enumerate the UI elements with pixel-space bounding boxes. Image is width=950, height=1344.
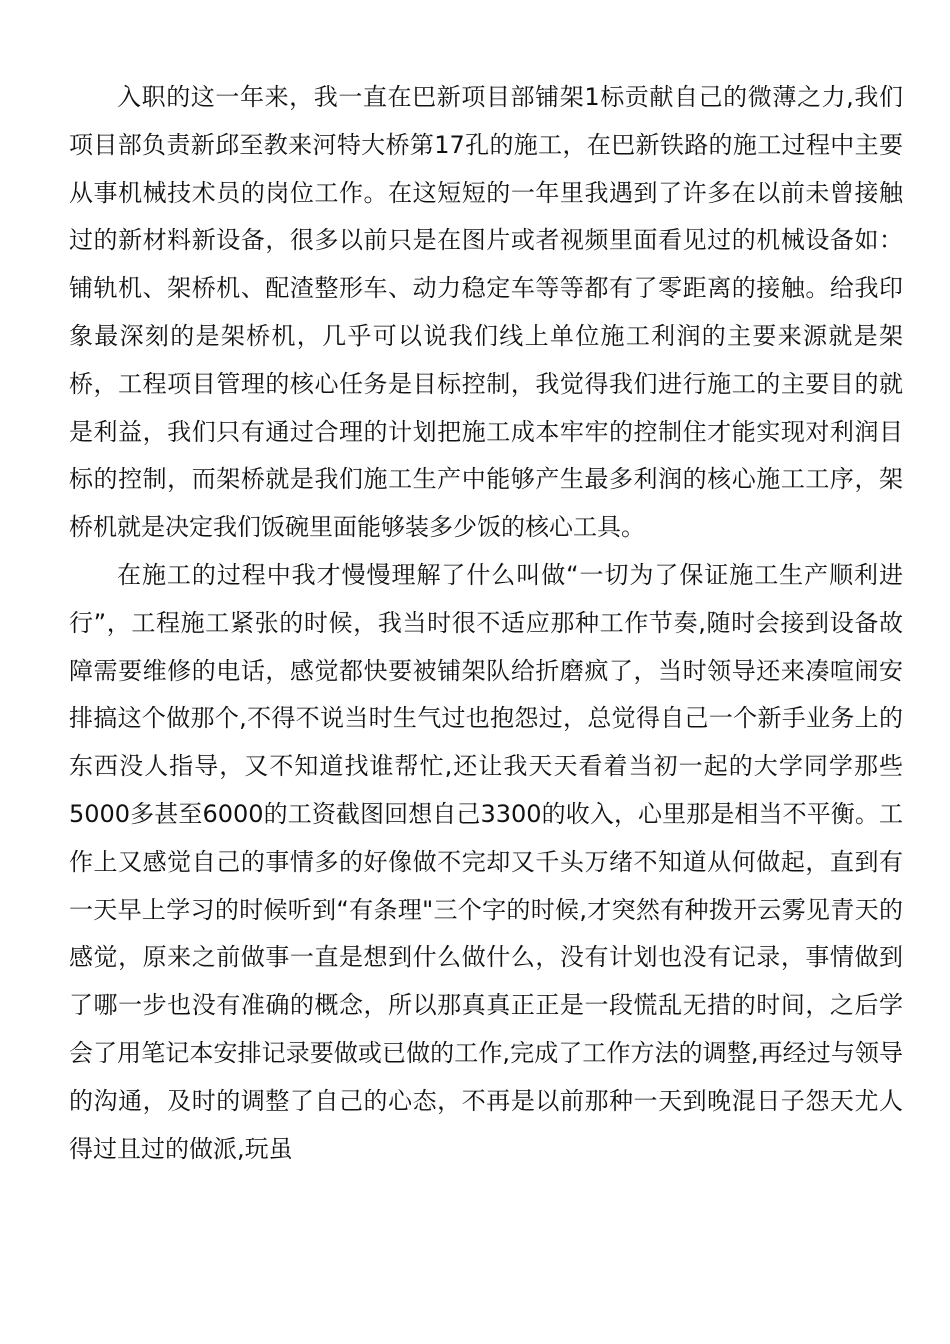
- document-body: [69, 74, 903, 1173]
- paragraph-2: 在施工的过程中我才慢慢理解了什么叫做“一切为了保证施工生产顺利进行”，工程施工紧张的时候，我当时很不适应那种工作节奏,随时会接到设备故障需要维修的电话，感觉都快要被铺架队给折磨疯了，当时领导还来凑喧闹安排搞这个做那个,不得不说当时生气过也抱怨过，总觉得自己一个新手业务上的东西没人指导，又不知道找谁帮忙,还让我天天看着当初一起的大学同学那些5000多甚至6000的工资截图回想自己3300的收入，心里那是相当不平衡。工作上又感觉自己的事情多的好像做不完却又千头万绪不知道从何做起，直到有一天早上学习的时候听到“有条理"三个字的时候,才突然有种拨开云雾见青天的感觉，原来之前做事一直是想到什么做什么，没有计划也没有记录，事情做到了哪一步也没有准确的概念，所以那真真正正是一段慌乱无措的时间，之后学会了用笔记本安排记录要做或已做的工作,完成了工作方法的调整,再经过与领导的沟通，及时的调整了自己的心态，不再是以前那种一天到晚混日子怨天尤人得过且过的做派,玩虽: [69, 560, 903, 1163]
- paragraph-1: 入职的这一年来，我一直在巴新项目部铺架1标贡献自己的微薄之力,我们项目部负责新邱至教来河特大桥第17孔的施工，在巴新铁路的施工过程中主要从事机械技术员的岗位工作。在这短短的一年里我遇到了许多在以前未曾接触过的新材料新设备，很多以前只是在图片或者视频里面看见过的机械设备如：铺轨机、架桥机、配渣整形车、动力稳定车等等都有了零距离的接触。给我印象最深刻的是架桥机，几乎可以说我们线上单位施工利润的主要来源就是架桥，工程项目管理的核心任务是目标控制，我觉得我们进行施工的主要目的就是利益，我们只有通过合理的计划把施工成本牢牢的控制住才能实现对利润目标的控制，而架桥就是我们施工生产中能够产生最多利润的核心施工工序，架桥机就是决定我们饭碗里面能够装多少饭的核心工具。: [69, 83, 903, 542]
